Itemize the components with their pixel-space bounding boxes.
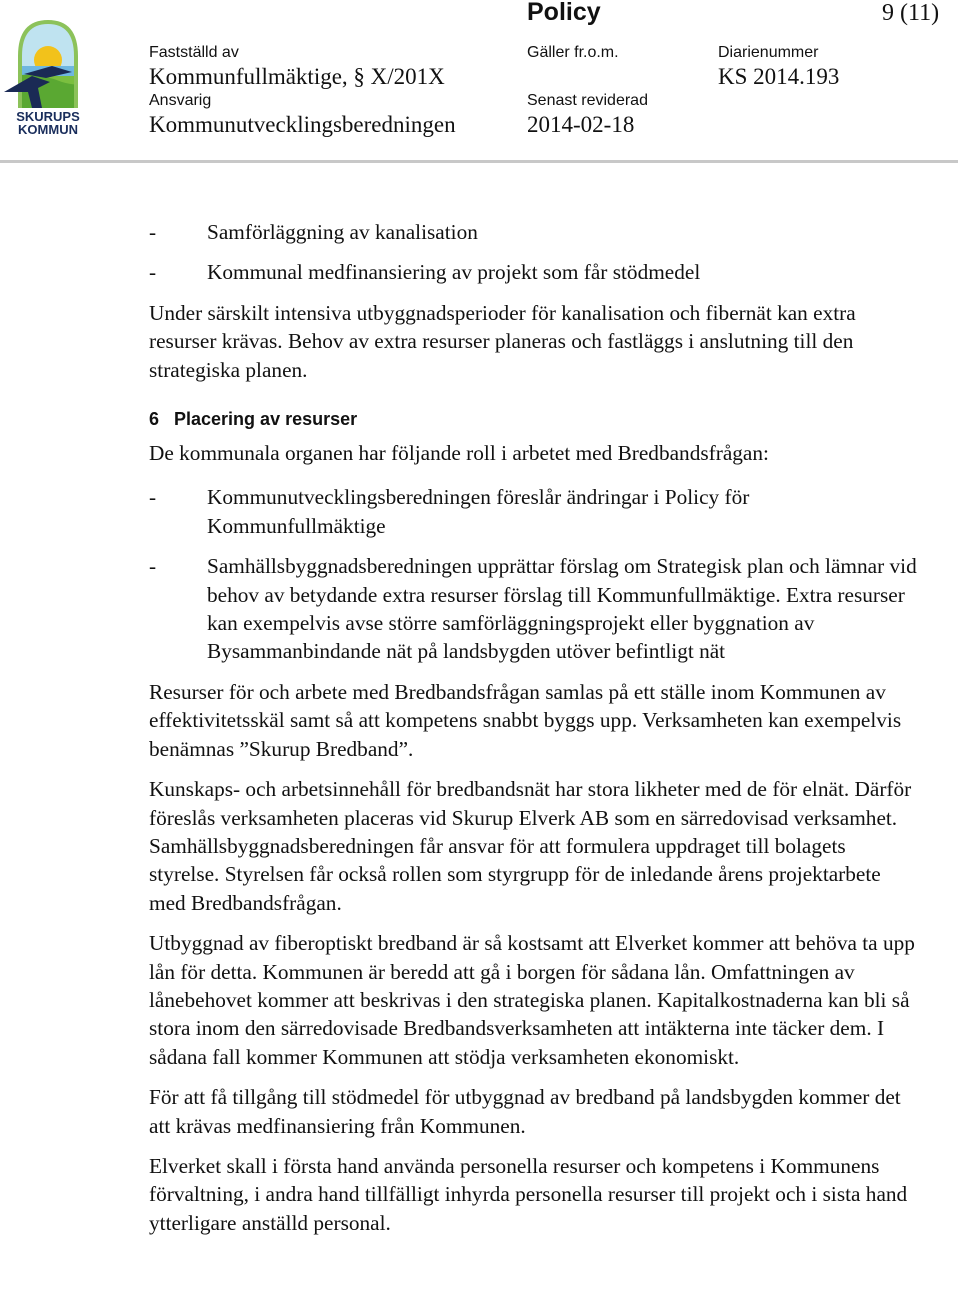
responsible-value: Kommunutvecklingsberedningen <box>149 112 456 137</box>
list-item <box>149 483 919 540</box>
paragraph: Resurser för och arbete med Bredbandsfrågan samlas på ett ställe inom Kommunen av effektivitetsskäl samt så att kompetens snabbt byggs upp. Verksamheten kan exempelvis benämnas ”Skurup Bredband”. <box>149 679 902 761</box>
skurup-crest-icon <box>2 16 94 108</box>
list-dash: - <box>149 220 157 244</box>
list-item-text: Samförläggning av kanalisation <box>207 220 478 244</box>
header-divider <box>0 160 958 163</box>
registry-number-value: KS 2014.193 <box>718 64 840 89</box>
section-title: Placering av resurser <box>174 409 358 430</box>
list-item-text: Kommunutvecklingsberedningen föreslår ändringar i Policy för Kommunfullmäktige <box>207 485 750 538</box>
valid-from-label: Gäller fr.o.m. <box>527 44 619 61</box>
logo-line2: KOMMUN <box>18 122 78 137</box>
list-item-text: Samhällsbyggnadsberedningen upprättar förslag om Strategisk plan och lämnar vid behov av betydande extra resurser förslag till Kommunfullmäktige. Extra resurser kan exempelvis avse större samförläggningsprojekt eller byggnation av Bysammanbindande nät på landsbygden utöver befintligt nät <box>207 554 917 664</box>
section-heading <box>149 405 919 433</box>
paragraph: Utbyggnad av fiberoptiskt bredband är så kostsamt att Elverket kommer att behöva ta upp lån för detta. Kommunen är beredd att gå i borgen för sådana lån. Omfattningen av lånebehovet kommer att beskrivas i den strategiska planen. Kapitalkostnaderna kan bli så stora inom den särredovisade Bredbandsverksamheten att intäkterna inte täcker dem. I sådana fall kommer Kommunen att stödja verksamheten ekonomiskt. <box>149 931 915 1069</box>
last-revised-label: Senast reviderad <box>527 92 648 109</box>
paragraph: Elverket skall i första hand använda personella resurser och kompetens i Kommunens förvaltning, i andra hand tillfälligt inhyrda personella resurser till projekt och i sista hand ytterligare anställd personal. <box>149 1153 908 1235</box>
page-number: 9 (11) <box>882 0 940 26</box>
list-item <box>149 218 919 246</box>
list-item <box>149 552 919 666</box>
logo-line1: SKURUPS <box>16 109 80 124</box>
paragraph: Kunskaps- och arbetsinnehåll för bredbandsnät har stora likheter med de för elnät. Därför föreslås verksamheten placeras vid Skurup Elverk AB som en särredovisad verksamhet. Samhällsbyggnadsberedningen får ansvar för att formulera uppdraget till bolagets styrelse. Styrelsen får också rollen som styrgrupp för de inledande årens projektarbete med Bredbandsfrågan. <box>149 777 912 915</box>
section-number: 6 <box>149 409 160 430</box>
paragraph: De kommunala organen har följande roll i arbetet med Bredbandsfrågan: <box>149 441 769 466</box>
registry-number-label: Diarienummer <box>718 44 819 61</box>
document-type: Policy <box>527 0 601 26</box>
paragraph: Under särskilt intensiva utbyggnadsperioder för kanalisation och fibernät kan extra resurser krävas. Behov av extra resurser planeras och fastläggs i anslutning till den strategiska planen. <box>149 300 856 382</box>
municipality-logo <box>2 16 94 136</box>
list-item-text: Kommunal medfinansiering av projekt som får stödmedel <box>207 260 701 285</box>
list-item <box>149 258 919 286</box>
list-dash: - <box>149 485 157 510</box>
last-revised-value: 2014-02-18 <box>527 112 635 137</box>
paragraph: För att få tillgång till stödmedel för utbyggnad av bredband på landsbygden kommer det att krävas medfinansiering från Kommunen. <box>149 1085 901 1138</box>
document-body <box>149 218 919 1237</box>
adopted-by-value: Kommunfullmäktige, § X/201X <box>149 64 445 89</box>
list-dash: - <box>149 260 157 285</box>
responsible-label: Ansvarig <box>149 92 212 109</box>
list-dash: - <box>149 554 157 579</box>
adopted-by-label: Fastställd av <box>149 44 239 61</box>
